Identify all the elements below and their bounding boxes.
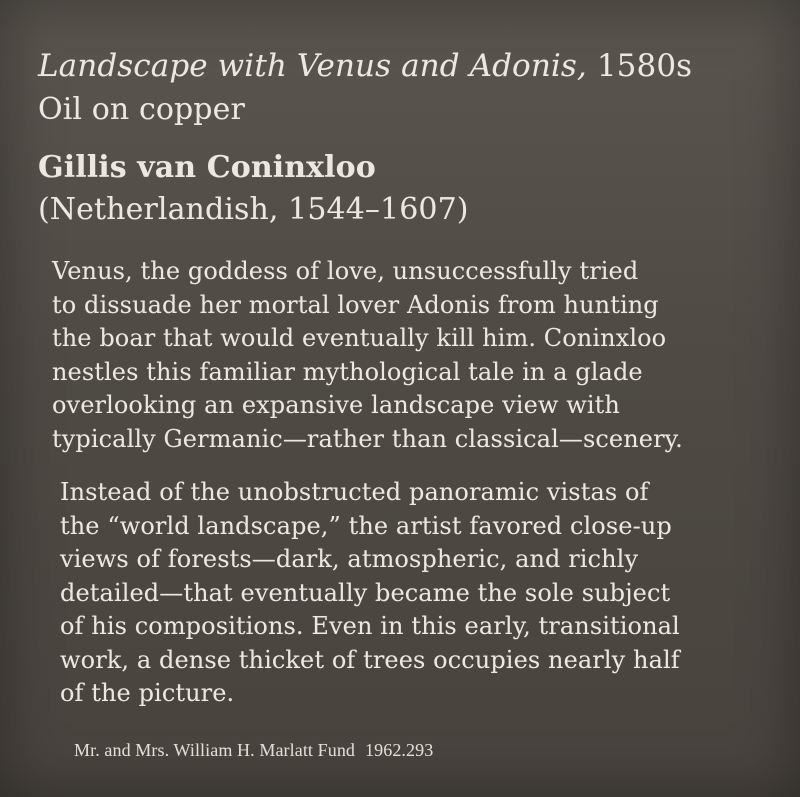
paragraph-line: of the picture. (60, 679, 235, 707)
artwork-title-line (38, 46, 692, 86)
description-paragraph-2 (60, 476, 780, 711)
paragraph-line: Instead of the unobstructed panoramic vistas of (60, 478, 649, 506)
credit-line (74, 738, 433, 762)
fund-credit: Mr. and Mrs. William H. Marlatt Fund (74, 740, 356, 760)
paragraph-line: overlooking an expansive landscape view with (52, 391, 620, 419)
paragraph-line: nestles this familiar mythological tale in a glade (52, 357, 643, 386)
paragraph-line: the “world landscape,” the artist favored close-up (60, 511, 672, 540)
artist-nationality-dates: (Netherlandish, 1544–1607) (38, 192, 469, 227)
paragraph-line: views of forests—dark, atmospheric, and richly (60, 545, 639, 573)
paragraph-line: to dissuade her mortal lover Adonis from hunting (52, 290, 659, 319)
artwork-medium: Oil on copper (38, 92, 245, 127)
paragraph-line: Venus, the goddess of love, unsuccessfully tried (52, 257, 639, 285)
paragraph-line: typically Germanic—rather than classical—scenery. (52, 424, 683, 453)
artwork-date: 1580s (596, 48, 693, 84)
accession-number: 1962.293 (365, 740, 434, 760)
description-paragraph-1 (52, 255, 772, 456)
artwork-title: Landscape with Venus and Adonis, (38, 48, 587, 84)
paragraph-line: detailed—that eventually became the sole subject (60, 578, 671, 607)
paragraph-line: of his compositions. Even in this early, transitional (60, 612, 680, 640)
paragraph-line: the boar that would eventually kill him. Coninxloo (52, 324, 667, 352)
paragraph-line: work, a dense thicket of trees occupies nearly half (60, 645, 680, 674)
artist-name: Gillis van Coninxloo (38, 150, 376, 185)
